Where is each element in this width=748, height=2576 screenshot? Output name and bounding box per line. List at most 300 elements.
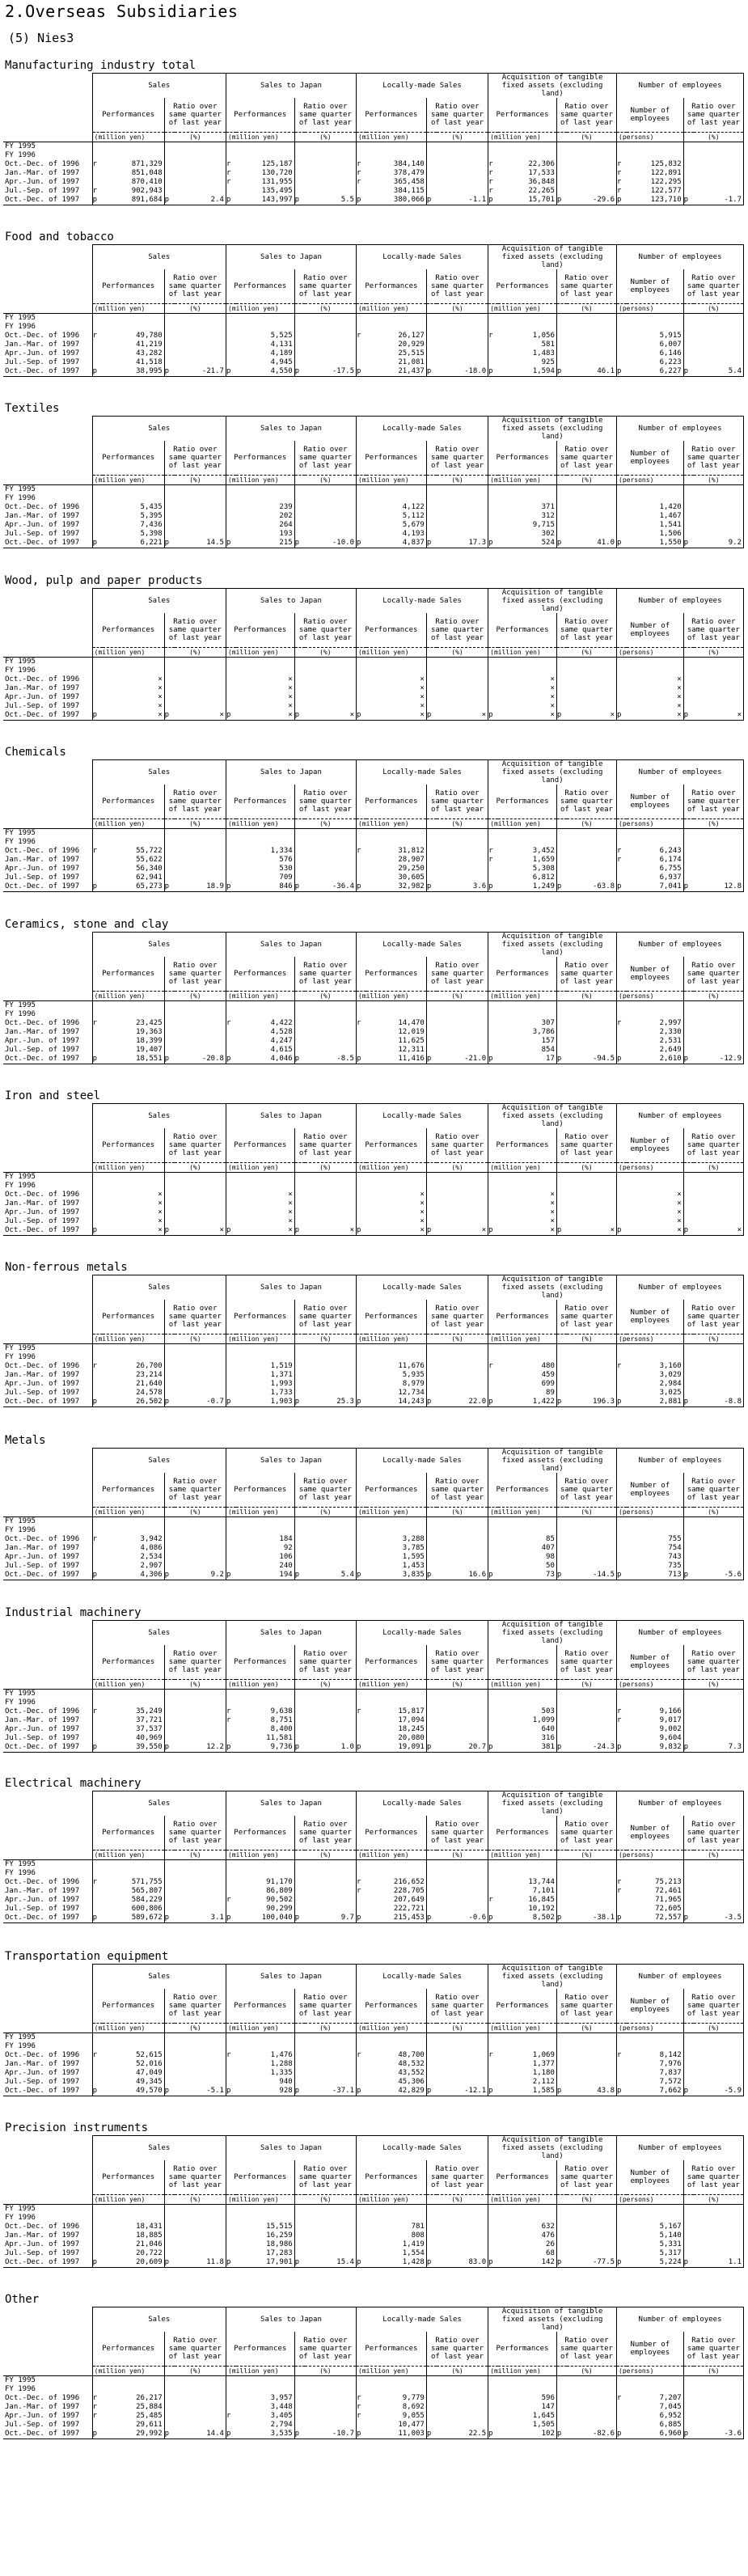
table-cell — [175, 847, 226, 856]
ratio-header: Ratio over same quarter of last year — [294, 1645, 356, 1680]
revision-mark — [226, 2385, 236, 2394]
table-cell — [694, 2051, 744, 2060]
revision-mark — [294, 2385, 305, 2394]
table-cell — [305, 702, 357, 711]
revision-mark — [426, 1191, 437, 1199]
table-cell — [366, 2042, 426, 2051]
revision-mark — [226, 1046, 236, 1055]
revision-mark: r — [356, 847, 361, 855]
column-group-header: Sales to Japan — [226, 1791, 356, 1817]
table-cell: 9,055 — [366, 2412, 426, 2421]
revision-mark: p — [164, 1743, 175, 1753]
unit-label: (million yen) — [92, 992, 164, 1001]
revision-mark — [226, 1001, 236, 1011]
revision-mark — [683, 160, 694, 169]
page-subtitle: (5) Nies3 — [8, 31, 74, 45]
unit-label: (million yen) — [92, 648, 164, 658]
table-cell — [567, 1010, 616, 1019]
column-group-header: Sales — [92, 245, 226, 270]
table-cell: 11,625 — [366, 1037, 426, 1046]
table-cell: 5,435 — [103, 503, 164, 512]
header-corner — [3, 1449, 92, 1474]
revision-mark — [92, 1191, 103, 1199]
table-cell: × — [366, 693, 426, 702]
revision-mark: r — [92, 332, 98, 340]
table-cell — [498, 666, 556, 675]
revision-mark — [683, 2412, 694, 2421]
table-cell — [437, 1191, 488, 1199]
revision-mark — [488, 2205, 499, 2214]
table-cell — [366, 151, 426, 160]
header-corner — [3, 2024, 92, 2033]
table-cell: × — [498, 1199, 556, 1208]
header-corner — [3, 2367, 92, 2376]
table-cell — [103, 1698, 164, 1707]
revision-mark — [426, 2033, 437, 2043]
unit-label: (%) — [683, 2024, 743, 2033]
revision-mark — [294, 169, 305, 178]
table-cell: 222,721 — [366, 1905, 426, 1914]
revision-mark — [92, 1887, 103, 1896]
revision-mark — [426, 485, 437, 495]
table-cell — [627, 829, 683, 839]
table-cell — [694, 2060, 744, 2069]
table-row — [3, 349, 744, 358]
table-cell — [627, 2376, 683, 2386]
table-cell — [567, 2078, 616, 2087]
row-label: Oct.-Dec. of 1996 — [3, 2394, 92, 2403]
table-cell — [175, 1887, 226, 1896]
revision-mark — [92, 1208, 103, 1217]
revision-mark — [226, 142, 236, 152]
table-cell — [567, 1173, 616, 1182]
table-cell — [366, 1173, 426, 1182]
column-group-header: Sales to Japan — [226, 2136, 356, 2161]
revision-mark — [164, 2069, 175, 2078]
table-row — [3, 1037, 744, 1046]
table-cell: × — [103, 1199, 164, 1208]
revision-mark — [617, 1046, 628, 1055]
revision-mark: p — [556, 2430, 567, 2439]
table-cell — [694, 485, 744, 495]
table-cell: 11.8 — [175, 2258, 226, 2268]
ratio-header: Ratio over same quarter of last year — [164, 785, 226, 819]
industry-section — [3, 58, 744, 205]
unit-label: (%) — [556, 648, 616, 658]
table-cell — [175, 2051, 226, 2060]
revision-mark: r — [92, 2051, 98, 2059]
table-row — [3, 1716, 744, 1725]
revision-mark — [92, 658, 103, 667]
ratio-header: Ratio over same quarter of last year — [426, 2160, 488, 2195]
table-cell — [175, 1046, 226, 1055]
table-cell — [236, 1698, 294, 1707]
table-cell — [175, 1353, 226, 1362]
revision-mark: p — [488, 539, 499, 548]
table-cell — [305, 187, 357, 196]
revision-mark — [488, 1526, 499, 1535]
table-cell — [437, 1389, 488, 1398]
table-cell: 2,330 — [627, 1028, 683, 1037]
revision-mark — [683, 2421, 694, 2430]
header-corner — [3, 1989, 92, 2024]
table-cell: 20,929 — [366, 341, 426, 349]
unit-label: (persons) — [617, 304, 684, 314]
performances-header: Performances — [356, 98, 426, 133]
table-cell — [627, 314, 683, 324]
table-row — [3, 2385, 744, 2394]
revision-mark: p — [617, 367, 628, 377]
table-cell — [103, 1353, 164, 1362]
table-cell — [305, 658, 357, 667]
unit-label: (million yen) — [488, 819, 557, 829]
revision-mark — [294, 2223, 305, 2231]
revision-mark — [556, 1562, 567, 1571]
revision-mark — [426, 169, 437, 178]
table-cell: 381 — [498, 1743, 556, 1753]
revision-mark — [488, 1001, 499, 1011]
revision-mark: p — [426, 2430, 437, 2439]
revision-mark — [426, 332, 437, 341]
table-cell — [437, 2078, 488, 2087]
revision-mark: r — [617, 1707, 622, 1715]
employees-header: Number of employees — [617, 1816, 684, 1851]
data-table — [3, 2135, 744, 2268]
table-cell: 17,533 — [498, 169, 556, 178]
table-cell: 1,428 — [366, 2258, 426, 2268]
revision-mark — [426, 178, 437, 187]
table-cell — [103, 2033, 164, 2043]
revision-mark — [488, 2223, 499, 2231]
revision-mark — [488, 829, 499, 839]
revision-mark — [426, 521, 437, 530]
table-cell — [175, 1191, 226, 1199]
unit-label: (persons) — [617, 133, 684, 142]
revision-mark: r — [488, 332, 493, 340]
performances-header: Performances — [92, 441, 164, 476]
revision-mark — [226, 323, 236, 332]
revision-mark — [164, 485, 175, 495]
header-subcolumn-row — [3, 1989, 744, 2024]
revision-mark — [294, 503, 305, 512]
performances-header: Performances — [488, 1989, 557, 2024]
revision-mark — [683, 1182, 694, 1191]
table-cell — [567, 2060, 616, 2069]
table-cell: 14,470 — [366, 1019, 426, 1028]
table-cell — [498, 2385, 556, 2394]
row-label: Jul.-Sep. of 1997 — [3, 530, 92, 539]
table-cell — [627, 2033, 683, 2043]
table-cell: 49,570 — [103, 2087, 164, 2096]
column-group-header: Number of employees — [617, 2136, 744, 2161]
revision-mark — [294, 1389, 305, 1398]
revision-mark: p — [294, 2430, 305, 2439]
revision-mark — [426, 658, 437, 667]
table-cell — [567, 1191, 616, 1199]
column-group-header: Number of employees — [617, 1791, 744, 1817]
revision-mark: p — [556, 1398, 567, 1407]
table-cell: 91,170 — [236, 1878, 294, 1887]
revision-mark — [617, 2069, 628, 2078]
table-cell: × — [175, 711, 226, 721]
unit-label: (million yen) — [92, 2024, 164, 2033]
table-cell: 14.5 — [175, 539, 226, 548]
table-cell: 40,969 — [103, 1734, 164, 1743]
table-cell — [175, 485, 226, 495]
table-cell: -17.5 — [305, 367, 357, 377]
employees-header: Number of employees — [617, 2332, 684, 2367]
table-cell — [567, 2421, 616, 2430]
revision-mark — [683, 702, 694, 711]
table-cell — [694, 847, 744, 856]
table-cell: 3.6 — [437, 882, 488, 892]
revision-mark: p — [683, 2258, 694, 2268]
performances-header: Performances — [92, 269, 164, 304]
ratio-header: Ratio over same quarter of last year — [294, 98, 356, 133]
revision-mark — [356, 658, 366, 667]
table-row — [3, 151, 744, 160]
table-row — [3, 1001, 744, 1011]
revision-mark — [356, 1371, 366, 1380]
header-group-row — [3, 1275, 744, 1301]
revision-mark — [488, 1182, 499, 1191]
table-cell — [305, 2376, 357, 2386]
column-group-header: Sales to Japan — [226, 589, 356, 614]
revision-mark — [164, 693, 175, 702]
performances-header: Performances — [488, 1645, 557, 1680]
unit-label: (%) — [426, 1680, 488, 1690]
row-label: Jul.-Sep. of 1997 — [3, 358, 92, 367]
revision-mark — [92, 341, 103, 349]
revision-mark — [92, 1698, 103, 1707]
revision-mark — [226, 530, 236, 539]
table-cell: 17.3 — [437, 539, 488, 548]
revision-mark — [226, 1535, 236, 1544]
revision-mark: r — [617, 169, 622, 177]
unit-label: (million yen) — [488, 2024, 557, 2033]
table-cell — [305, 1344, 357, 1354]
revision-mark — [683, 358, 694, 367]
revision-mark: r — [356, 332, 361, 340]
table-cell — [437, 675, 488, 684]
revision-mark — [617, 1182, 628, 1191]
revision-mark — [556, 1010, 567, 1019]
table-row — [3, 358, 744, 367]
table-cell: 24,578 — [103, 1389, 164, 1398]
revision-mark — [683, 865, 694, 873]
table-cell — [567, 1734, 616, 1743]
table-cell: 19,407 — [103, 1046, 164, 1055]
revision-mark — [488, 658, 499, 667]
table-cell — [437, 1716, 488, 1725]
revision-mark: p — [556, 1571, 567, 1580]
table-cell — [305, 341, 357, 349]
table-cell: 207,649 — [366, 1896, 426, 1905]
performances-header: Performances — [356, 613, 426, 648]
ratio-header: Ratio over same quarter of last year — [683, 1645, 743, 1680]
table-cell — [567, 187, 616, 196]
table-cell: -21.7 — [175, 367, 226, 377]
table-cell: 142 — [498, 2258, 556, 2268]
row-label: FY 1996 — [3, 838, 92, 847]
table-cell: 5,140 — [627, 2231, 683, 2240]
table-cell: × — [236, 1208, 294, 1217]
table-cell — [694, 2412, 744, 2421]
table-cell — [175, 2078, 226, 2087]
data-table — [3, 73, 744, 205]
table-cell — [103, 1173, 164, 1182]
revision-mark — [164, 349, 175, 358]
revision-mark — [488, 503, 499, 512]
revision-mark — [683, 1690, 694, 1699]
section-title: Chemicals — [5, 746, 66, 759]
table-cell — [305, 1046, 357, 1055]
revision-mark — [617, 2042, 628, 2051]
revision-mark: p — [426, 711, 437, 721]
table-cell — [236, 1344, 294, 1354]
table-cell — [694, 160, 744, 169]
table-cell — [305, 530, 357, 539]
table-cell: 1,069 — [498, 2051, 556, 2060]
revision-mark — [356, 2231, 366, 2240]
revision-mark — [556, 2376, 567, 2386]
header-group-row — [3, 1791, 744, 1817]
revision-mark — [683, 1517, 694, 1527]
unit-label: (%) — [556, 476, 616, 485]
table-cell — [175, 1389, 226, 1398]
table-cell — [175, 1535, 226, 1544]
table-cell — [498, 1690, 556, 1699]
table-cell — [175, 2223, 226, 2231]
table-row — [3, 711, 744, 721]
table-cell — [627, 666, 683, 675]
unit-label: (million yen) — [356, 819, 426, 829]
column-group-header: Sales to Japan — [226, 1621, 356, 1646]
unit-label: (%) — [426, 819, 488, 829]
table-cell: 1,585 — [498, 2087, 556, 2096]
table-cell — [175, 675, 226, 684]
revision-mark: r — [356, 1019, 361, 1027]
revision-mark — [556, 1028, 567, 1037]
table-cell: 106 — [236, 1553, 294, 1562]
revision-mark — [294, 693, 305, 702]
revision-mark — [226, 838, 236, 847]
revision-mark: p — [92, 1571, 103, 1580]
revision-mark — [164, 1389, 175, 1398]
revision-mark — [683, 2376, 694, 2386]
header-corner — [3, 1645, 92, 1680]
table-row — [3, 1526, 744, 1535]
table-cell — [175, 1526, 226, 1535]
table-cell: 5,395 — [103, 512, 164, 521]
table-cell — [567, 1869, 616, 1878]
header-corner — [3, 441, 92, 476]
revision-mark — [92, 494, 103, 503]
revision-mark — [488, 1173, 499, 1182]
header-units-row — [3, 2024, 744, 2033]
table-cell — [437, 2033, 488, 2043]
table-cell — [305, 332, 357, 341]
table-cell: 3,785 — [366, 1544, 426, 1553]
revision-mark: p — [556, 367, 567, 377]
revision-mark — [164, 1878, 175, 1887]
revision-mark — [556, 1553, 567, 1562]
revision-mark — [164, 1887, 175, 1896]
row-label: Oct.-Dec. of 1997 — [3, 1914, 92, 1923]
revision-mark — [164, 1860, 175, 1870]
revision-mark — [683, 151, 694, 160]
table-cell — [175, 187, 226, 196]
table-cell — [366, 494, 426, 503]
table-cell: × — [498, 1217, 556, 1226]
revision-mark: p — [294, 1398, 305, 1407]
header-units-row — [3, 1163, 744, 1173]
table-cell — [694, 838, 744, 847]
table-cell — [175, 178, 226, 187]
unit-label: (%) — [556, 2195, 616, 2205]
table-cell: 1,519 — [236, 1362, 294, 1371]
revision-mark — [426, 2249, 437, 2258]
table-cell — [437, 856, 488, 865]
revision-mark: p — [356, 1226, 366, 1236]
header-corner — [3, 1680, 92, 1690]
table-cell — [175, 142, 226, 152]
table-cell — [627, 1698, 683, 1707]
table-cell: 17,094 — [366, 1716, 426, 1725]
industry-section — [3, 1949, 744, 2096]
revision-mark — [294, 349, 305, 358]
table-cell — [236, 1010, 294, 1019]
table-cell — [694, 658, 744, 667]
table-cell — [366, 1698, 426, 1707]
table-cell: 1,467 — [627, 512, 683, 521]
header-subcolumn-row — [3, 98, 744, 133]
revision-mark: p — [226, 539, 236, 548]
revision-mark — [294, 1010, 305, 1019]
revision-mark — [164, 2223, 175, 2231]
table-cell: 215,453 — [366, 1914, 426, 1923]
table-cell: 25,515 — [366, 349, 426, 358]
table-cell: 72,461 — [627, 1887, 683, 1896]
table-cell: 37,537 — [103, 1725, 164, 1734]
revision-mark — [617, 1173, 628, 1182]
table-row — [3, 1217, 744, 1226]
table-cell: 125,187 — [236, 160, 294, 169]
ratio-header: Ratio over same quarter of last year — [294, 2160, 356, 2195]
table-cell — [498, 1517, 556, 1527]
unit-label: (persons) — [617, 1851, 684, 1860]
table-cell: 12.2 — [175, 1743, 226, 1753]
table-cell: 940 — [236, 2078, 294, 2087]
table-cell — [694, 530, 744, 539]
header-units-row — [3, 1851, 744, 1860]
revision-mark: p — [92, 1398, 103, 1407]
table-row — [3, 1199, 744, 1208]
revision-mark — [556, 1208, 567, 1217]
revision-mark — [488, 2394, 499, 2403]
table-row — [3, 1571, 744, 1580]
revision-mark — [426, 1725, 437, 1734]
table-cell — [437, 2240, 488, 2249]
revision-mark — [356, 2078, 366, 2087]
table-cell — [305, 1199, 357, 1208]
column-group-header: Acquisition of tangible fixed assets (excluding land) — [488, 1275, 617, 1301]
revision-mark — [426, 1371, 437, 1380]
table-cell: 6,812 — [498, 873, 556, 882]
table-cell: 2,984 — [627, 1380, 683, 1389]
unit-label: (%) — [683, 133, 743, 142]
revision-mark — [683, 2033, 694, 2043]
